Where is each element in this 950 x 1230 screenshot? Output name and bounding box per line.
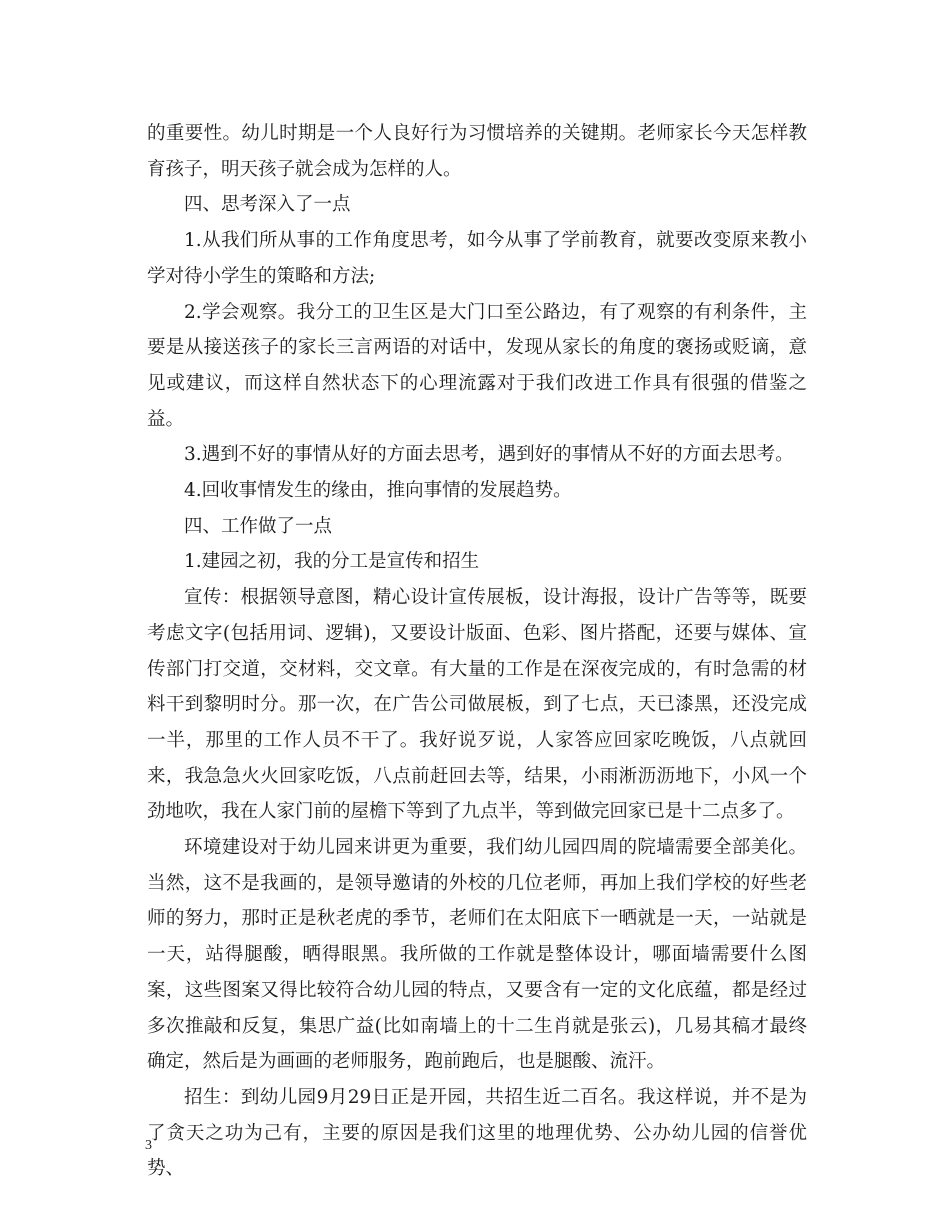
paragraph-item-1: 1.从我们所从事的工作角度思考，如今从事了学前教育，就要改变原来教小学对待小学生的策略和方法; bbox=[147, 230, 807, 287]
paragraph-item-3: 3.遇到不好的事情从好的方面去思考，遇到好的事情从不好的方面去思考。 bbox=[184, 444, 794, 466]
paragraph-work-item-1: 1.建园之初，我的分工是宣传和招生 bbox=[184, 551, 480, 573]
paragraph-environment: 环境建设对于幼儿园来讲更为重要，我们幼儿园四周的院墙需要全部美化。当然，这不是我画的，是领导邀请的外校的几位老师，再加上我们学校的好些老师的努力，那时正是秋老虎的季节，老师们在太阳底下一晒就是一天，一站就是一天，站得腿酸，晒得眼黑。我所做的工作就是整体设计，哪面墙需要什么图案，这些图案又得比较符合幼儿园的特点，又要含有一定的文化底蕴，都是经过多次推敲和反复，集思广益(比如南墙上的十二生肖就是张云)，几易其稿才最终确定，然后是为画画的老师服务，跑前跑后，也是腿酸、流汗。 bbox=[147, 837, 807, 1073]
section-heading-thinking: 四、思考深入了一点 bbox=[184, 194, 351, 216]
paragraph-continuation: 的重要性。幼儿时期是一个人良好行为习惯培养的关键期。老师家长今天怎样教育孩子，明天孩子就会成为怎样的人。 bbox=[147, 123, 807, 180]
page-number: 3 bbox=[145, 1138, 152, 1153]
paragraph-enrollment: 招生：到幼儿园9月29日正是开园，共招生近二百名。我这样说，并不是为了贪天之功为己有，主要的原因是我们这里的地理优势、公办幼儿园的信誉优势、 bbox=[147, 1086, 807, 1180]
paragraph-publicity: 宣传：根据领导意图，精心设计宣传展板，设计海报，设计广告等等，既要考虑文字(包括用词、逻辑)，又要设计版面、色彩、图片搭配，还要与媒体、宣传部门打交道，交材料，交文章。有大量的工作是在深夜完成的，有时急需的材料干到黎明时分。那一次，在广告公司做展板，到了七点，天已漆黑，还没完成一半，那里的工作人员不干了。我好说歹说，人家答应回家吃晚饭，八点就回来，我急急火火回家吃饭，八点前赶回去等，结果，小雨淅沥沥地下，小风一个劲地吹，我在人家门前的屋檐下等到了九点半，等到做完回家已是十二点多了。 bbox=[147, 587, 807, 823]
section-heading-work: 四、工作做了一点 bbox=[184, 515, 333, 537]
paragraph-item-4: 4.回收事情发生的缘由，推向事情的发展趋势。 bbox=[184, 480, 572, 502]
body-text bbox=[147, 116, 807, 1187]
paragraph-item-2: 2.学会观察。我分工的卫生区是大门口至公路边，有了观察的有利条件，主要是从接送孩子的家长三言两语的对话中，发现从家长的角度的褒扬或贬谪，意见或建议，而这样自然状态下的心理流露对于我们改进工作具有很强的借鉴之益。 bbox=[147, 301, 807, 430]
